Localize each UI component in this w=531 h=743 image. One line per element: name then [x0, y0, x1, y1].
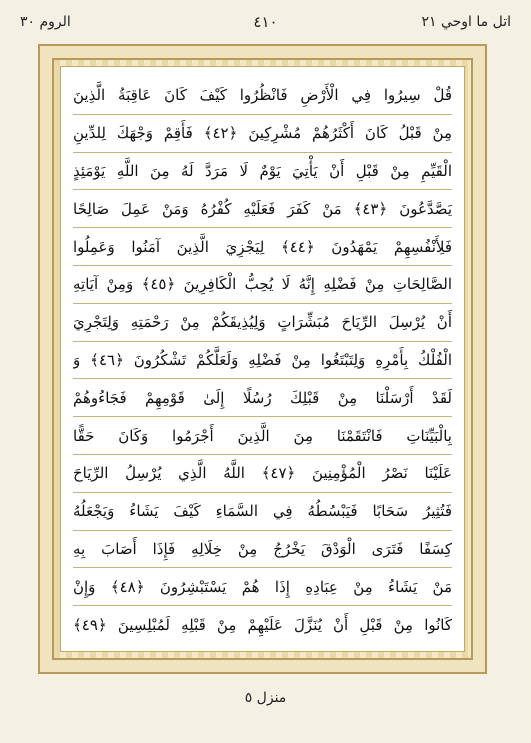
verse-line-15 — [73, 606, 452, 643]
verse-line-3 — [73, 153, 452, 191]
verse-line-13 — [73, 531, 452, 569]
verse-line-text: الْفُلْكُ بِأَمْرِهِ وَلِتَبْتَغُوا مِنْ فَضْلِهِ وَلَعَلَّكُمْ تَشْكُرُونَ ﴿٤٦﴾ وَ — [73, 350, 452, 369]
page-header — [20, 10, 511, 34]
verse-line-10 — [73, 417, 452, 455]
ornamental-border — [38, 44, 487, 674]
verse-line-6 — [73, 266, 452, 304]
verse-line-7 — [73, 304, 452, 342]
verse-line-text: يَصَّدَّعُونَ ﴿٤٣﴾ مَنْ كَفَرَ فَعَلَيْهِ كُفْرُهُ وَمَنْ عَمِلَ صَالِحًا — [73, 199, 452, 218]
verse-line-text: عَلَيْنَا نَصْرُ الْمُؤْمِنِينَ ﴿٤٧﴾ اللَّهُ الَّذِي يُرْسِلُ الرِّيَاحَ — [73, 464, 452, 483]
verse-line-text: الصَّالِحَاتِ مِنْ فَضْلِهِ إِنَّهُ لَا يُحِبُّ الْكَافِرِينَ ﴿٤٥﴾ وَمِنْ آيَاتِهِ — [73, 275, 452, 294]
verse-line-text: مِنْ قَبْلُ كَانَ أَكْثَرُهُمْ مُشْرِكِينَ ﴿٤٢﴾ فَأَقِمْ وَجْهَكَ لِلدِّينِ — [73, 124, 452, 143]
verse-line-2 — [73, 115, 452, 153]
verse-line-text: أَنْ يُرْسِلَ الرِّيَاحَ مُبَشِّرَاتٍ وَلِيُذِيقَكُمْ مِنْ رَحْمَتِهِ وَلِتَجْرِيَ — [73, 313, 452, 332]
verse-line-8 — [73, 342, 452, 380]
verse-line-text: فَتُثِيرُ سَحَابًا فَيَبْسُطُهُ فِي السَّمَاءِ كَيْفَ يَشَاءُ وَيَجْعَلُهُ — [73, 502, 452, 521]
verse-lines — [73, 77, 452, 643]
juz-label: اتل ما اوحي ٢١ — [421, 14, 511, 30]
verse-line-text: الْقَيِّمِ مِنْ قَبْلِ أَنْ يَأْتِيَ يَوْمٌ لَا مَرَدَّ لَهُ مِنَ اللَّهِ يَوْمَئِذٍ — [73, 161, 452, 180]
verse-line-text: كَانُوا مِنْ قَبْلِ أَنْ يُنَزَّلَ عَلَيْهِمْ مِنْ قَبْلِهِ لَمُبْلِسِينَ ﴿٤٩﴾ — [73, 615, 452, 634]
verse-line-text: مَنْ يَشَاءُ مِنْ عِبَادِهِ إِذَا هُمْ يَسْتَبْشِرُونَ ﴿٤٨﴾ وَإِنْ — [73, 577, 452, 596]
verse-line-text: قُلْ سِيرُوا فِي الْأَرْضِ فَانْظُرُوا كَيْفَ كَانَ عَاقِبَةُ الَّذِينَ — [73, 86, 452, 105]
verse-line-9 — [73, 379, 452, 417]
verse-line-text: كِسَفًا فَتَرَى الْوَدْقَ يَخْرُجُ مِنْ خِلَالِهِ فَإِذَا أَصَابَ بِهِ — [73, 539, 452, 558]
verse-line-text: فَلِأَنْفُسِهِمْ يَمْهَدُونَ ﴿٤٤﴾ لِيَجْزِيَ الَّذِينَ آمَنُوا وَعَمِلُوا — [73, 237, 452, 256]
verse-line-11 — [73, 455, 452, 493]
verse-line-14 — [73, 568, 452, 606]
verse-line-5 — [73, 228, 452, 266]
verse-line-text: لَقَدْ أَرْسَلْنَا مِنْ قَبْلِكَ رُسُلًا إِلَىٰ قَوْمِهِمْ فَجَاءُوهُمْ — [73, 388, 452, 407]
ornamental-border-inner — [52, 58, 473, 660]
page-footer — [0, 690, 531, 706]
text-page — [60, 66, 465, 652]
manzil-label: منزل ٥ — [244, 690, 287, 706]
verse-line-1 — [73, 77, 452, 115]
surah-label: الروم ٣٠ — [20, 14, 71, 30]
verse-line-text: بِالْبَيِّنَاتِ فَانْتَقَمْنَا مِنَ الَّذِينَ أَجْرَمُوا وَكَانَ حَقًّا — [73, 426, 452, 445]
page-number: ٤١٠ — [253, 13, 278, 31]
verse-line-12 — [73, 493, 452, 531]
verse-line-4 — [73, 190, 452, 228]
